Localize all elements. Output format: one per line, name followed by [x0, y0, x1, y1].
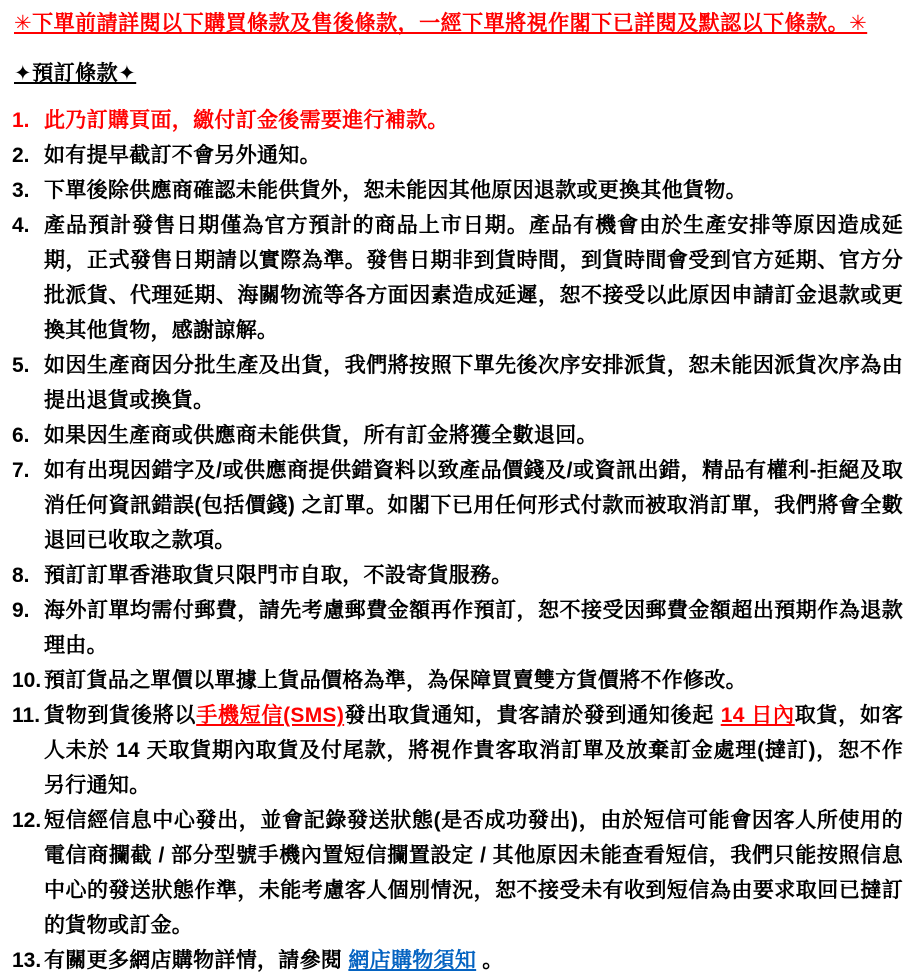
text-segment: 海外訂單均需付郵費，請先考慮郵費金額再作預訂，恕不接受因郵費金額超出預期作為退款理由。: [44, 599, 903, 658]
term-item-1: [12, 103, 903, 138]
terms-list: [12, 103, 903, 978]
term-text: [44, 208, 903, 348]
term-text: [44, 558, 903, 593]
term-number: 2.: [12, 144, 30, 168]
term-text: [44, 418, 903, 453]
term-item-2: [12, 138, 903, 173]
term-number: 10.: [12, 669, 42, 693]
term-number: 6.: [12, 424, 30, 448]
term-text: [44, 103, 903, 138]
term-item-6: [12, 418, 903, 453]
term-number: 9.: [12, 599, 30, 623]
term-number: 8.: [12, 564, 30, 588]
term-number: 1.: [12, 109, 30, 133]
highlight-text: 此乃訂購頁面，繳付訂金後需要進行補款。: [44, 109, 449, 133]
text-segment: 如有出現因錯字及/或供應商提供錯資料以致產品價錢及/或資訊出錯，精品有權利-拒絕及取消任何資訊錯誤(包括價錢) 之訂單。如閣下已用任何形式付款而被取消訂單，我們將會全數退回已收取之款項。: [44, 459, 903, 553]
term-text: [44, 593, 903, 663]
text-segment: 預訂訂單香港取貨只限門市自取，不設寄貨服務。: [44, 564, 513, 588]
text-segment: 短信經信息中心發出，並會記錄發送狀態(是否成功發出)，由於短信可能會因客人所使用的電信商攔截 / 部分型號手機內置短信攔置設定 / 其他原因未能查看短信，我們只能按照信息中心的發送狀態作準，未能考慮客人個別情況，恕不接受未有收到短信為由要求取回已撻訂的貨物或訂金。: [44, 809, 903, 938]
highlight-text: 手機短信(SMS): [196, 704, 345, 728]
text-segment: 發出取貨通知，貴客請於發到通知後起: [344, 704, 721, 728]
text-segment: 下單後除供應商確認未能供貨外，恕未能因其他原因退款或更換其他貨物。: [44, 179, 747, 203]
text-segment: 如有提早截訂不會另外通知。: [44, 144, 321, 168]
term-text: [44, 943, 903, 978]
term-number: 7.: [12, 459, 30, 483]
term-item-8: [12, 558, 903, 593]
term-text: [44, 453, 903, 558]
term-item-4: [12, 208, 903, 348]
term-item-11: [12, 698, 903, 803]
text-segment: 如果因生產商或供應商未能供貨，所有訂金將獲全數退回。: [44, 424, 598, 448]
term-item-10: [12, 663, 903, 698]
term-text: [44, 698, 903, 803]
term-text: [44, 173, 903, 208]
text-segment: 貨物到貨後將以: [44, 704, 197, 728]
section-title-preorder-terms: ✦預訂條款✦: [14, 62, 137, 86]
term-number: 12.: [12, 809, 42, 833]
term-number: 5.: [12, 354, 30, 378]
term-number: 13.: [12, 949, 42, 973]
term-number: 11.: [12, 704, 41, 728]
term-text: [44, 348, 903, 418]
term-number: 3.: [12, 179, 30, 203]
term-item-5: [12, 348, 903, 418]
term-item-13: [12, 943, 903, 978]
term-item-7: [12, 453, 903, 558]
shop-guide-link[interactable]: 網店購物須知: [348, 949, 477, 973]
text-segment: 如因生產商因分批生產及出貨，我們將按照下單先後次序安排派貨，恕未能因派貨次序為由提出退貨或換貨。: [44, 354, 903, 413]
text-segment: 有關更多網店購物詳情，請參閱: [44, 949, 349, 973]
term-item-3: [12, 173, 903, 208]
term-text: [44, 138, 903, 173]
term-text: [44, 663, 903, 698]
text-segment: 預訂貨品之單價以單據上貨品價格為準，為保障買賣雙方貨價將不作修改。: [44, 669, 747, 693]
term-item-9: [12, 593, 903, 663]
text-segment: 取貨，如客人未於 14 天取貨期內取貨及付尾款，將視作貴客取消訂單及放棄訂金處理(撻訂)，恕不作另行通知。: [44, 704, 903, 798]
term-number: 4.: [12, 214, 30, 238]
text-segment: 。: [476, 949, 504, 973]
terms-warning-header: ✳下單前請詳閱以下購買條款及售後條款，一經下單將視作閣下已詳閱及默認以下條款。✳: [14, 12, 868, 35]
text-segment: 產品預計發售日期僅為官方預計的商品上市日期。產品有機會由於生產安排等原因造成延期，正式發售日期請以實際為準。發售日期非到貨時間，到貨時間會受到官方延期、官方分批派貨、代理延期、海關物流等各方面因素造成延遲，恕不接受以此原因申請訂金退款或更換其他貨物，感謝諒解。: [44, 214, 903, 343]
highlight-text: 14 日內: [720, 704, 795, 728]
term-item-12: [12, 803, 903, 943]
term-text: [44, 803, 903, 943]
